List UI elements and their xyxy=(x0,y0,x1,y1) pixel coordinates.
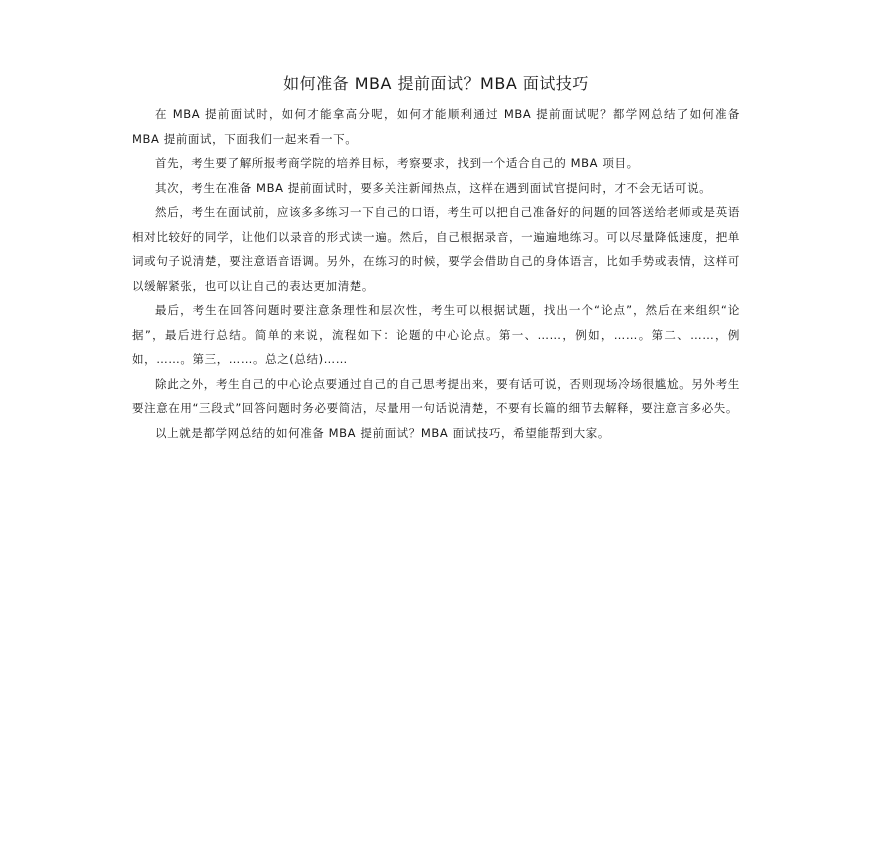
paragraph-first: 首先，考生要了解所报考商学院的培养目标，考察要求，找到一个适合自己的 MBA 项目。 xyxy=(155,156,639,170)
document-page xyxy=(132,72,740,445)
paragraph-then: 然后，考生在面试前，应该多多练习一下自己的口语，考生可以把自己准备好的问题的回答送给老师或是英语相对比较好的同学，让他们以录音的形式读一遍。然后，自己根据录音，一遍遍地练习。可以尽量降低速度，把单词或句子说清楚，要注意语音语调。另外，在练习的时候，要学会借助自己的身体语言，比如手势或表情，这样可以缓解紧张，也可以让自己的表达更加清楚。 xyxy=(132,205,740,293)
document-title: 如何准备 MBA 提前面试？MBA 面试技巧 xyxy=(283,74,589,93)
paragraph-second: 其次，考生在准备 MBA 提前面试时，要多关注新闻热点，这样在遇到面试官提问时，才不会无话可说。 xyxy=(155,180,712,195)
paragraph-besides: 除此之外，考生自己的中心论点要通过自己的自己思考提出来，要有话可说，否则现场冷场很尴尬。另外考生要注意在用“三段式”回答问题时务必要简洁，尽量用一句话说清楚，不要有长篇的细节去解释，要注意言多必失。 xyxy=(132,376,740,415)
paragraph-finally: 最后，考生在回答问题时要注意条理性和层次性，考生可以根据试题，找出一个“论点”，然后在来组织“论据”，最后进行总结。简单的来说，流程如下：论题的中心论点。第一、……，例如，……。第二、……，例如，……。第三，……。总之(总结)…… xyxy=(132,303,740,366)
paragraph-intro: 在 MBA 提前面试时，如何才能拿高分呢，如何才能顺利通过 MBA 提前面试呢？都学网总结了如何准备 MBA 提前面试，下面我们一起来看一下。 xyxy=(132,107,740,146)
paragraph-conclusion: 以上就是都学网总结的如何准备 MBA 提前面试？MBA 面试技巧，希望能帮到大家。 xyxy=(155,425,610,440)
